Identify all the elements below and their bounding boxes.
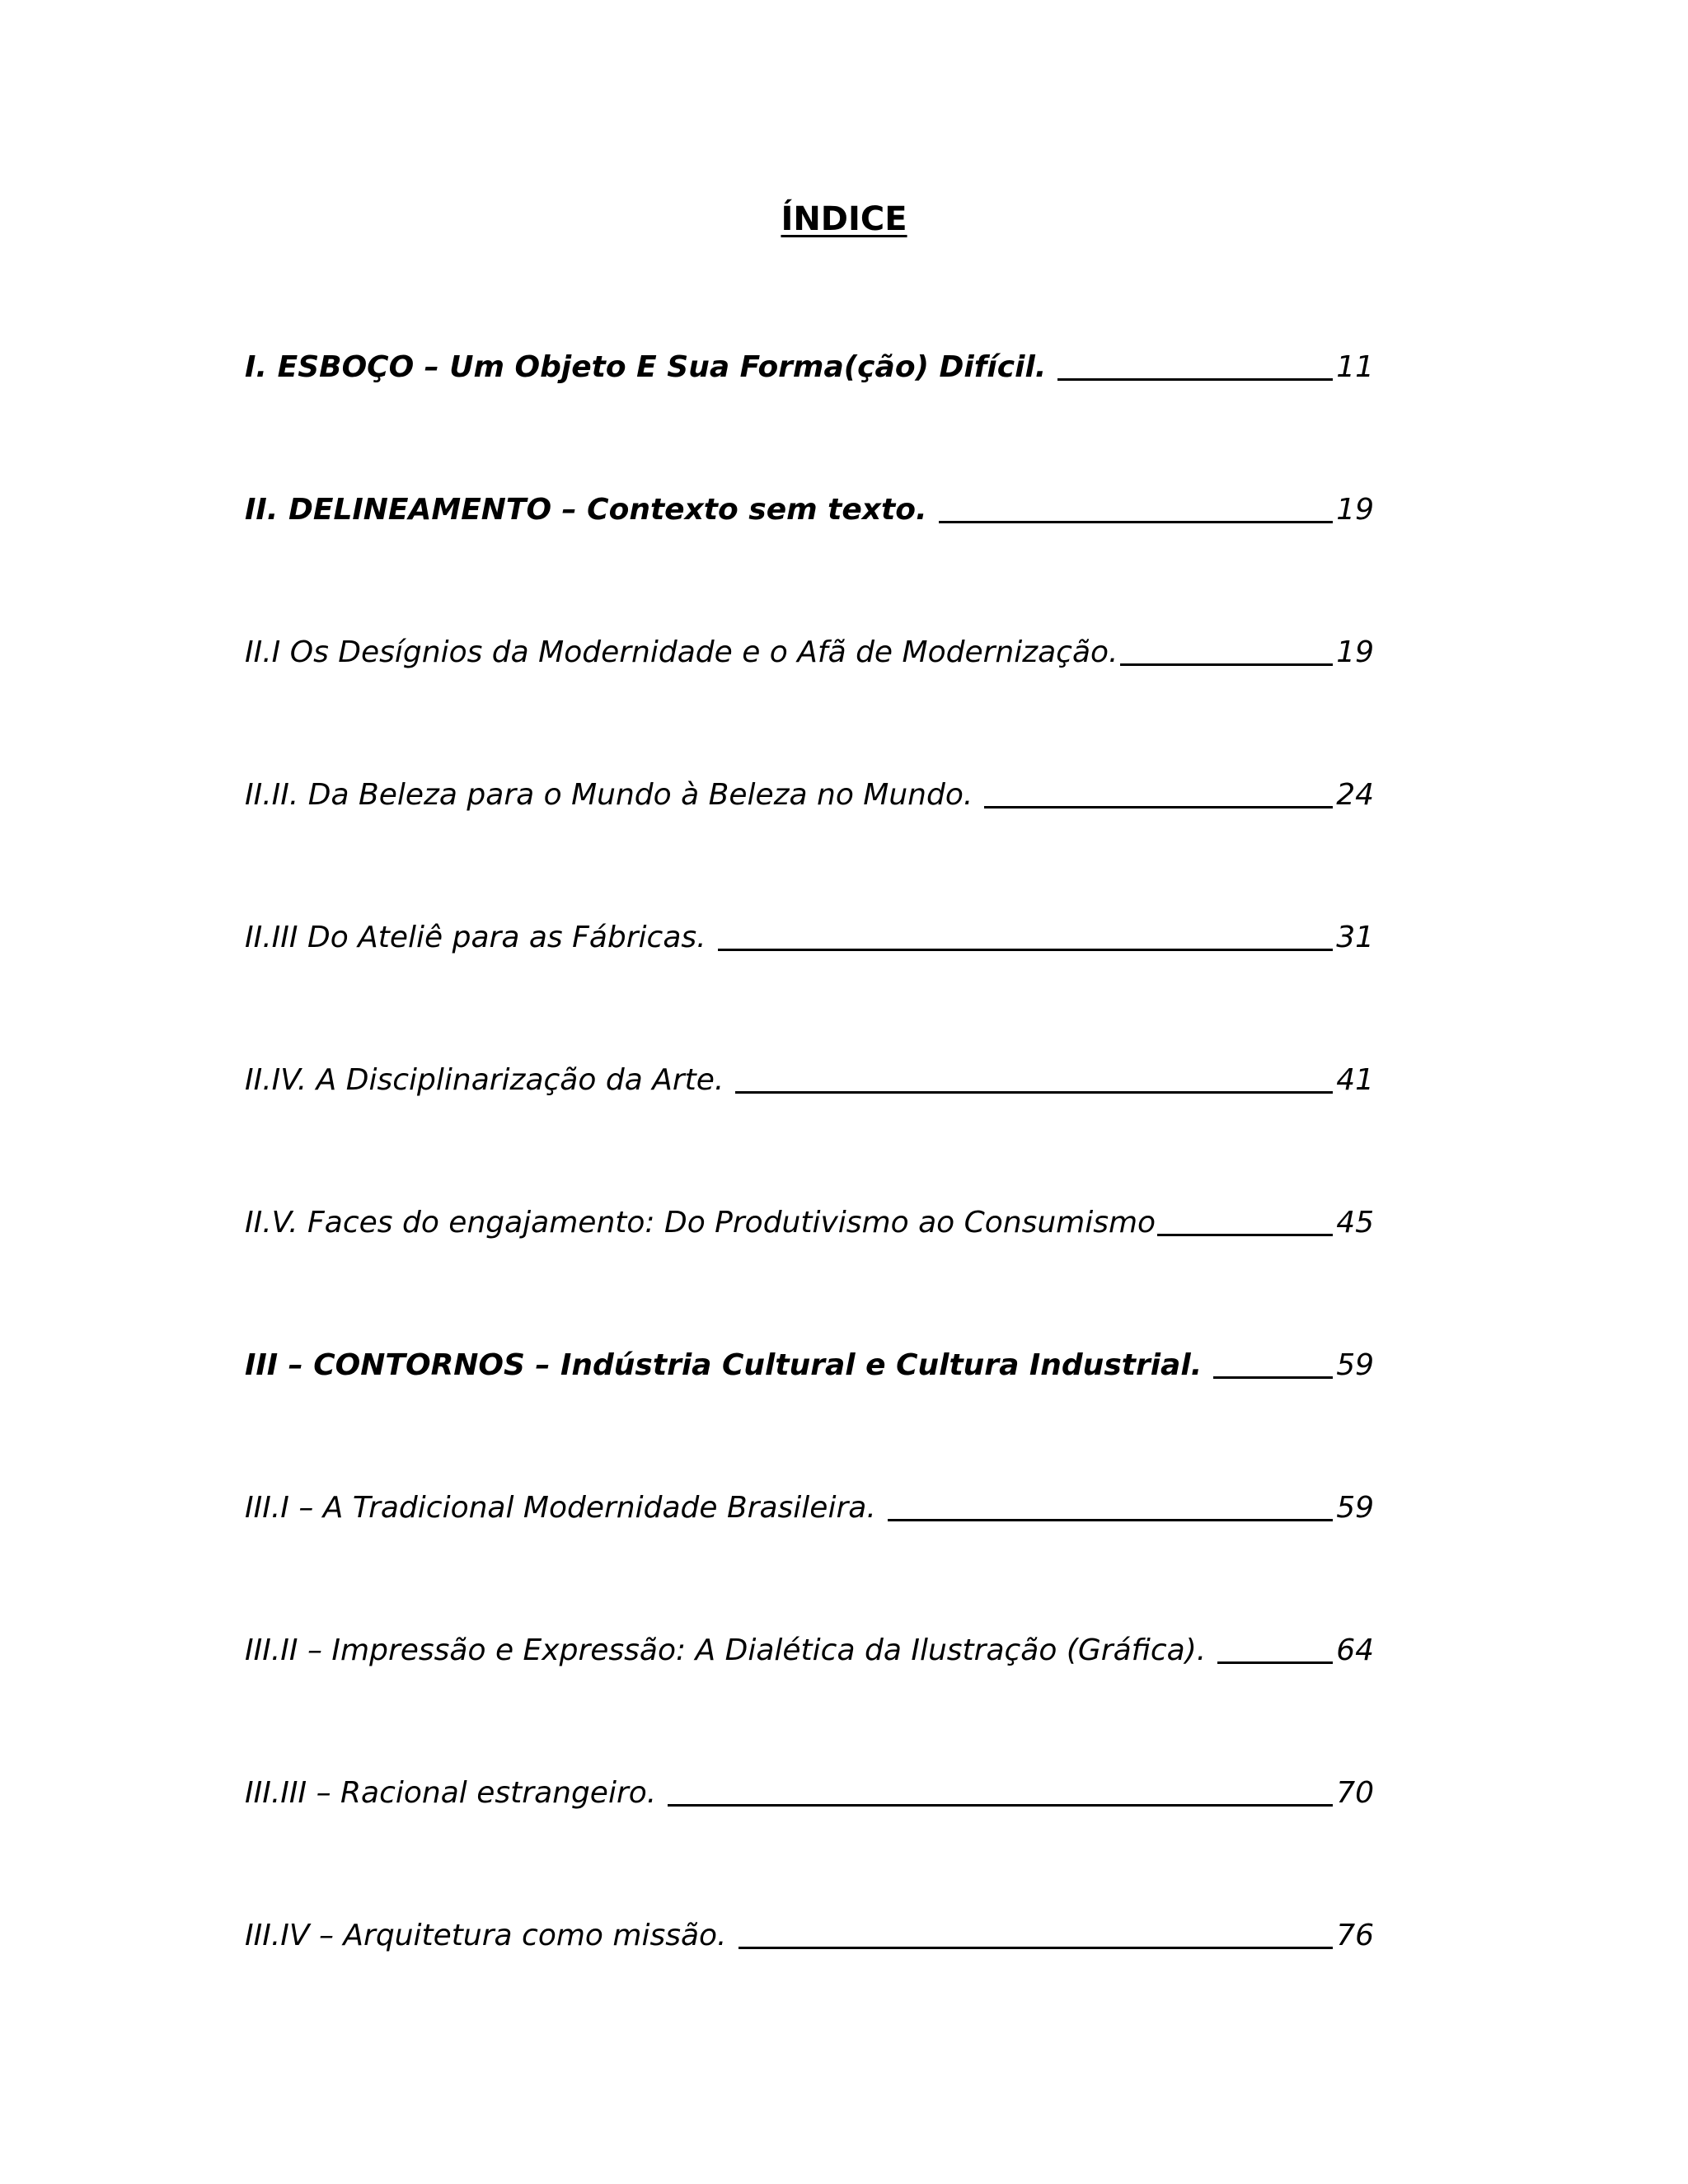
toc-entry-label: III.III – Racional estrangeiro. — [245, 1776, 657, 1810]
toc-entry-1[interactable] — [245, 340, 1374, 389]
toc-leader-line — [1213, 1376, 1333, 1379]
toc-page-number: 41 — [1336, 1063, 1374, 1097]
toc-entry-label: II.II. Da Beleza para o Mundo à Beleza no Mundo. — [245, 778, 973, 812]
toc-entry-9[interactable] — [245, 1480, 1374, 1530]
toc-entry-label: III.II – Impressão e Expressão: A Dialética da Ilustração (Gráfica). — [245, 1633, 1207, 1667]
toc-page-number: 31 — [1336, 921, 1374, 954]
toc-entry-8[interactable] — [245, 1338, 1374, 1387]
toc-entry-label: II.IV. A Disciplinarização da Arte. — [245, 1063, 724, 1097]
toc-entry-4[interactable] — [245, 767, 1374, 817]
toc-page-number: 70 — [1336, 1776, 1374, 1810]
toc-leader-line — [939, 520, 1333, 523]
toc-page-number: 76 — [1336, 1919, 1374, 1952]
toc-page-number: 64 — [1336, 1633, 1374, 1667]
toc-page-number: 59 — [1336, 1348, 1374, 1382]
toc-page-number: 19 — [1336, 493, 1374, 527]
toc-entry-label: II.V. Faces do engajamento: Do Produtivismo ao Consumismo — [245, 1206, 1156, 1240]
toc-page-number: 45 — [1336, 1206, 1374, 1240]
toc-leader-line — [738, 1946, 1334, 1949]
toc-leader-line — [718, 948, 1333, 951]
toc-entry-12[interactable] — [245, 1908, 1374, 1957]
toc-entry-7[interactable] — [245, 1195, 1374, 1244]
toc-leader-line — [1157, 1233, 1333, 1236]
toc-entry-label: II. DELINEAMENTO – Contexto sem texto. — [245, 493, 927, 527]
toc-leader-line — [735, 1090, 1333, 1094]
toc-leader-line — [888, 1518, 1333, 1521]
toc-entry-label: I. ESBOÇO – Um Objeto E Sua Forma(ção) Difícil. — [245, 350, 1047, 384]
toc-entry-6[interactable] — [245, 1052, 1374, 1102]
toc-entry-label: III.IV – Arquitetura como missão. — [245, 1919, 727, 1952]
toc-entry-11[interactable] — [245, 1765, 1374, 1815]
toc-leader-line — [984, 805, 1333, 808]
toc-page-number: 19 — [1336, 635, 1374, 669]
toc-entry-label: II.I Os Desígnios da Modernidade e o Afã de Modernização. — [245, 635, 1118, 669]
toc-entry-3[interactable] — [245, 625, 1374, 674]
toc-entry-2[interactable] — [245, 482, 1374, 532]
toc-entry-label: III.I – A Tradicional Modernidade Brasileira. — [245, 1491, 876, 1525]
toc-leader-line — [668, 1803, 1333, 1807]
toc-entry-5[interactable] — [245, 910, 1374, 959]
toc-page-number: 11 — [1336, 350, 1374, 384]
toc-leader-line — [1217, 1661, 1333, 1664]
toc-entry-label: III – CONTORNOS – Indústria Cultural e Cultura Industrial. — [245, 1348, 1203, 1382]
toc-leader-line — [1120, 663, 1333, 666]
toc-entry-10[interactable] — [245, 1623, 1374, 1672]
toc-entry-label: II.III Do Ateliê para as Fábricas. — [245, 921, 706, 954]
page-title: ÍNDICE — [781, 200, 907, 238]
toc-leader-line — [1057, 377, 1333, 381]
toc-page-number: 59 — [1336, 1491, 1374, 1525]
toc-page-number: 24 — [1336, 778, 1374, 812]
